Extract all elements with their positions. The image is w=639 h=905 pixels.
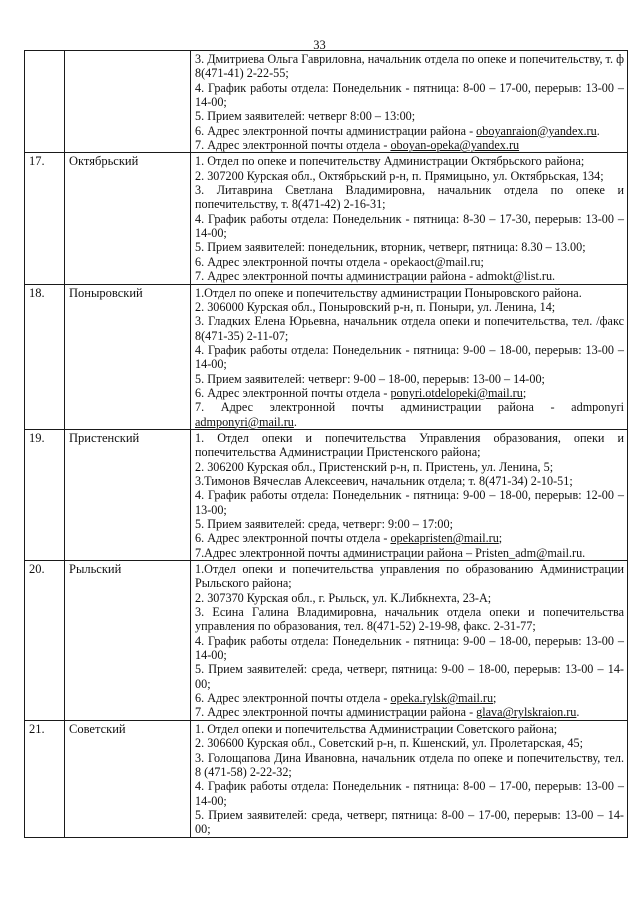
detail-line <box>195 372 624 386</box>
detail-text: 5. Прием заявителей: четверг: 9-00 – 18-00, перерыв: 13-00 – 14-00; <box>195 371 545 386</box>
detail-line <box>195 138 624 152</box>
department-details <box>191 561 628 721</box>
detail-text: 2. 307370 Курская обл., г. Рыльск, ул. К.Либкнехта, 23-А; <box>195 590 492 605</box>
district-name: Поныровский <box>65 284 191 429</box>
detail-suffix: . <box>576 705 580 720</box>
table-row <box>25 153 628 284</box>
email-link[interactable]: opeka.rylsk@mail.ru <box>390 691 494 706</box>
detail-text: 6. Адрес электронной почты отдела - <box>195 385 391 400</box>
detail-text: 7.Адрес электронной почты администрации района – Pristen_adm@mail.ru. <box>195 545 586 560</box>
row-number: 18. <box>25 284 65 429</box>
department-details <box>191 720 628 837</box>
detail-suffix: ; <box>493 691 497 706</box>
detail-text: 7. Адрес электронной почты администрации района - <box>195 705 477 720</box>
detail-text: 6. Адрес электронной почты отдела - <box>195 531 391 546</box>
detail-line <box>195 255 624 269</box>
page-number: 33 <box>313 38 326 52</box>
detail-line <box>195 705 624 719</box>
detail-line <box>195 154 624 168</box>
detail-line <box>195 212 624 241</box>
detail-line <box>195 400 624 429</box>
detail-line <box>195 269 624 283</box>
table-row <box>25 51 628 153</box>
detail-text: 3.Тимонов Вячеслав Алексеевич, начальник отдела; т. 8(471-34) 2-10-51; <box>195 473 573 488</box>
detail-text: 6. Адрес электронной почты администрации района - <box>195 123 477 138</box>
department-details <box>191 51 628 153</box>
detail-line <box>195 634 624 663</box>
detail-text: 4. График работы отдела: Понедельник - пятница: 9-00 – 18-00, перерыв: 12-00 – 13-00; <box>195 488 624 517</box>
detail-line <box>195 343 624 372</box>
email-link[interactable]: opekapristen@mail.ru <box>390 531 499 546</box>
row-number <box>25 51 65 153</box>
detail-text: 5. Прием заявителей: среда, четверг, пятница: 9-00 – 18-00, перерыв: 13-00 – 14-00; <box>195 662 624 691</box>
email-link[interactable]: glava@rylskraion.ru <box>476 705 577 720</box>
detail-line <box>195 431 624 460</box>
detail-line <box>195 183 624 212</box>
detail-text: 1. Отдел опеки и попечительства Администрации Советского района; <box>195 721 558 736</box>
table-body <box>25 51 628 838</box>
detail-suffix: ; <box>522 385 527 400</box>
detail-text: 2. 306000 Курская обл., Поныровский р-н, п. Поныри, ул. Ленина, 14; <box>195 299 556 314</box>
detail-text: 1.Отдел опеки и попечительства управления по образованию Администрации Рыльского района; <box>195 562 624 591</box>
detail-line <box>195 546 624 560</box>
detail-text: 1. Отдел по опеке и попечительству Администрации Октябрьского района; <box>195 154 585 169</box>
detail-line <box>195 314 624 343</box>
department-details <box>191 153 628 284</box>
detail-suffix: . <box>293 414 297 429</box>
detail-text: 2. 306600 Курская обл., Советский р-н, п. Кшенский, ул. Пролетарская, 45; <box>195 736 583 751</box>
district-name: Октябрьский <box>65 153 191 284</box>
detail-text: 5. Прием заявителей: четверг 8:00 – 13:00; <box>195 109 416 124</box>
detail-text: 4. График работы отдела: Понедельник - пятница: 9-00 – 18-00, перерыв: 13-00 – 14-00; <box>195 633 624 663</box>
detail-line <box>195 109 624 123</box>
detail-line <box>195 662 624 691</box>
detail-line <box>195 751 624 780</box>
district-name: Рыльский <box>65 561 191 721</box>
detail-line <box>195 124 624 138</box>
row-number: 17. <box>25 153 65 284</box>
detail-text: 6. Адрес электронной почты отдела - <box>195 691 391 706</box>
table-row <box>25 720 628 837</box>
detail-suffix: ; <box>498 531 503 546</box>
detail-line <box>195 779 624 808</box>
detail-suffix: . <box>596 123 600 138</box>
detail-line <box>195 517 624 531</box>
detail-text: 4. График работы отдела: Понедельник - пятница: 8-00 – 17-00, перерыв: 13-00 – 14-00; <box>195 80 624 110</box>
detail-line <box>195 591 624 605</box>
detail-text: 5. Прием заявителей: среда, четверг: 9:00 – 17:00; <box>195 517 454 531</box>
detail-line <box>195 52 624 81</box>
detail-line <box>195 562 624 591</box>
detail-line <box>195 691 624 705</box>
department-details <box>191 284 628 429</box>
detail-text: 5. Прием заявителей: среда, четверг, пятница: 8-00 – 17-00, перерыв: 13-00 – 14-00; <box>195 807 624 837</box>
table-row <box>25 429 628 560</box>
detail-line <box>195 240 624 254</box>
detail-line <box>195 300 624 314</box>
table-row <box>25 284 628 429</box>
detail-line <box>195 386 624 400</box>
detail-line <box>195 474 624 488</box>
email-link[interactable]: ponyri.otdelopeki@mail.ru <box>390 385 523 400</box>
district-name <box>65 51 191 153</box>
detail-line <box>195 605 624 634</box>
row-number: 20. <box>25 561 65 721</box>
detail-line <box>195 736 624 750</box>
detail-text: 7. Адрес электронной почты отдела - <box>195 138 391 153</box>
detail-text: 2. 306200 Курская обл., Пристенский р-н, п. Пристень, ул. Ленина, 5; <box>195 459 554 474</box>
detail-text: 1.Отдел по опеке и попечительству администрации Поныровского района. <box>195 285 582 300</box>
email-link[interactable]: oboyanraion@yandex.ru <box>476 123 597 138</box>
detail-text: 3. Литаврина Светлана Владимировна, начальник отдела по опеке и попечительству, т. 8(471-42) 2-16-31; <box>195 183 624 212</box>
detail-line <box>195 531 624 545</box>
detail-line <box>195 722 624 736</box>
detail-text: 7. Адрес электронной почты администрации района - admponyri <box>195 400 624 415</box>
detail-text: 4. График работы отдела: Понедельник - пятница: 8-30 – 17-30, перерыв: 13-00 – 14-00; <box>195 211 624 241</box>
detail-text: 3. Дмитриева Ольга Гавриловна, начальник отдела по опеке и попечительству, т. ф 8(471-41) 2-22-55; <box>195 52 624 81</box>
detail-text: 3. Есина Галина Владимировна, начальник отдела опеки и попечительства управления по образования, тел. 8(471-52) 2-19-98, факс. 2-31-77; <box>195 605 624 634</box>
detail-line <box>195 286 624 300</box>
detail-text: 1. Отдел опеки и попечительства Управления образования, опеки и попечительства Администрации Пристенского района; <box>195 430 624 460</box>
detail-text: 2. 307200 Курская обл., Октябрьский р-н, п. Прямицыно, ул. Октябрьская, 134; <box>195 168 604 183</box>
detail-text: 4. График работы отдела: Понедельник - пятница: 9-00 – 18-00, перерыв: 13-00 – 14-00; <box>195 342 624 372</box>
detail-text: 5. Прием заявителей: понедельник, вторник, четверг, пятница: 8.30 – 13.00; <box>195 240 586 255</box>
detail-line <box>195 169 624 183</box>
district-name: Пристенский <box>65 429 191 560</box>
department-details <box>191 429 628 560</box>
email-link[interactable]: oboyan-opeka@yandex.ru <box>390 138 520 153</box>
detail-line <box>195 460 624 474</box>
detail-line <box>195 488 624 517</box>
table-row <box>25 561 628 721</box>
row-number: 19. <box>25 429 65 560</box>
email-link[interactable]: admponyri@mail.ru <box>195 414 294 429</box>
guardianship-departments-table <box>24 50 628 838</box>
district-name: Советский <box>65 720 191 837</box>
detail-text: 4. График работы отдела: Понедельник - пятница: 8-00 – 17-00, перерыв: 13-00 – 14-00; <box>195 779 624 808</box>
detail-text: 6. Адрес электронной почты отдела - opekaoct@mail.ru; <box>195 254 484 269</box>
detail-line <box>195 81 624 110</box>
detail-text: 7. Адрес электронной почты администрации района - admokt@list.ru. <box>195 269 556 284</box>
detail-line <box>195 808 624 837</box>
detail-text: 3. Голощапова Дина Ивановна, начальник отдела по опеке и попечительству, тел. 8 (471-58) 2-22-32; <box>195 750 624 779</box>
detail-text: 3. Гладких Елена Юрьевна, начальник отдела опеки и попечительства, тел. /факс 8(471-35) 2-11-07; <box>195 314 624 343</box>
row-number: 21. <box>25 720 65 837</box>
